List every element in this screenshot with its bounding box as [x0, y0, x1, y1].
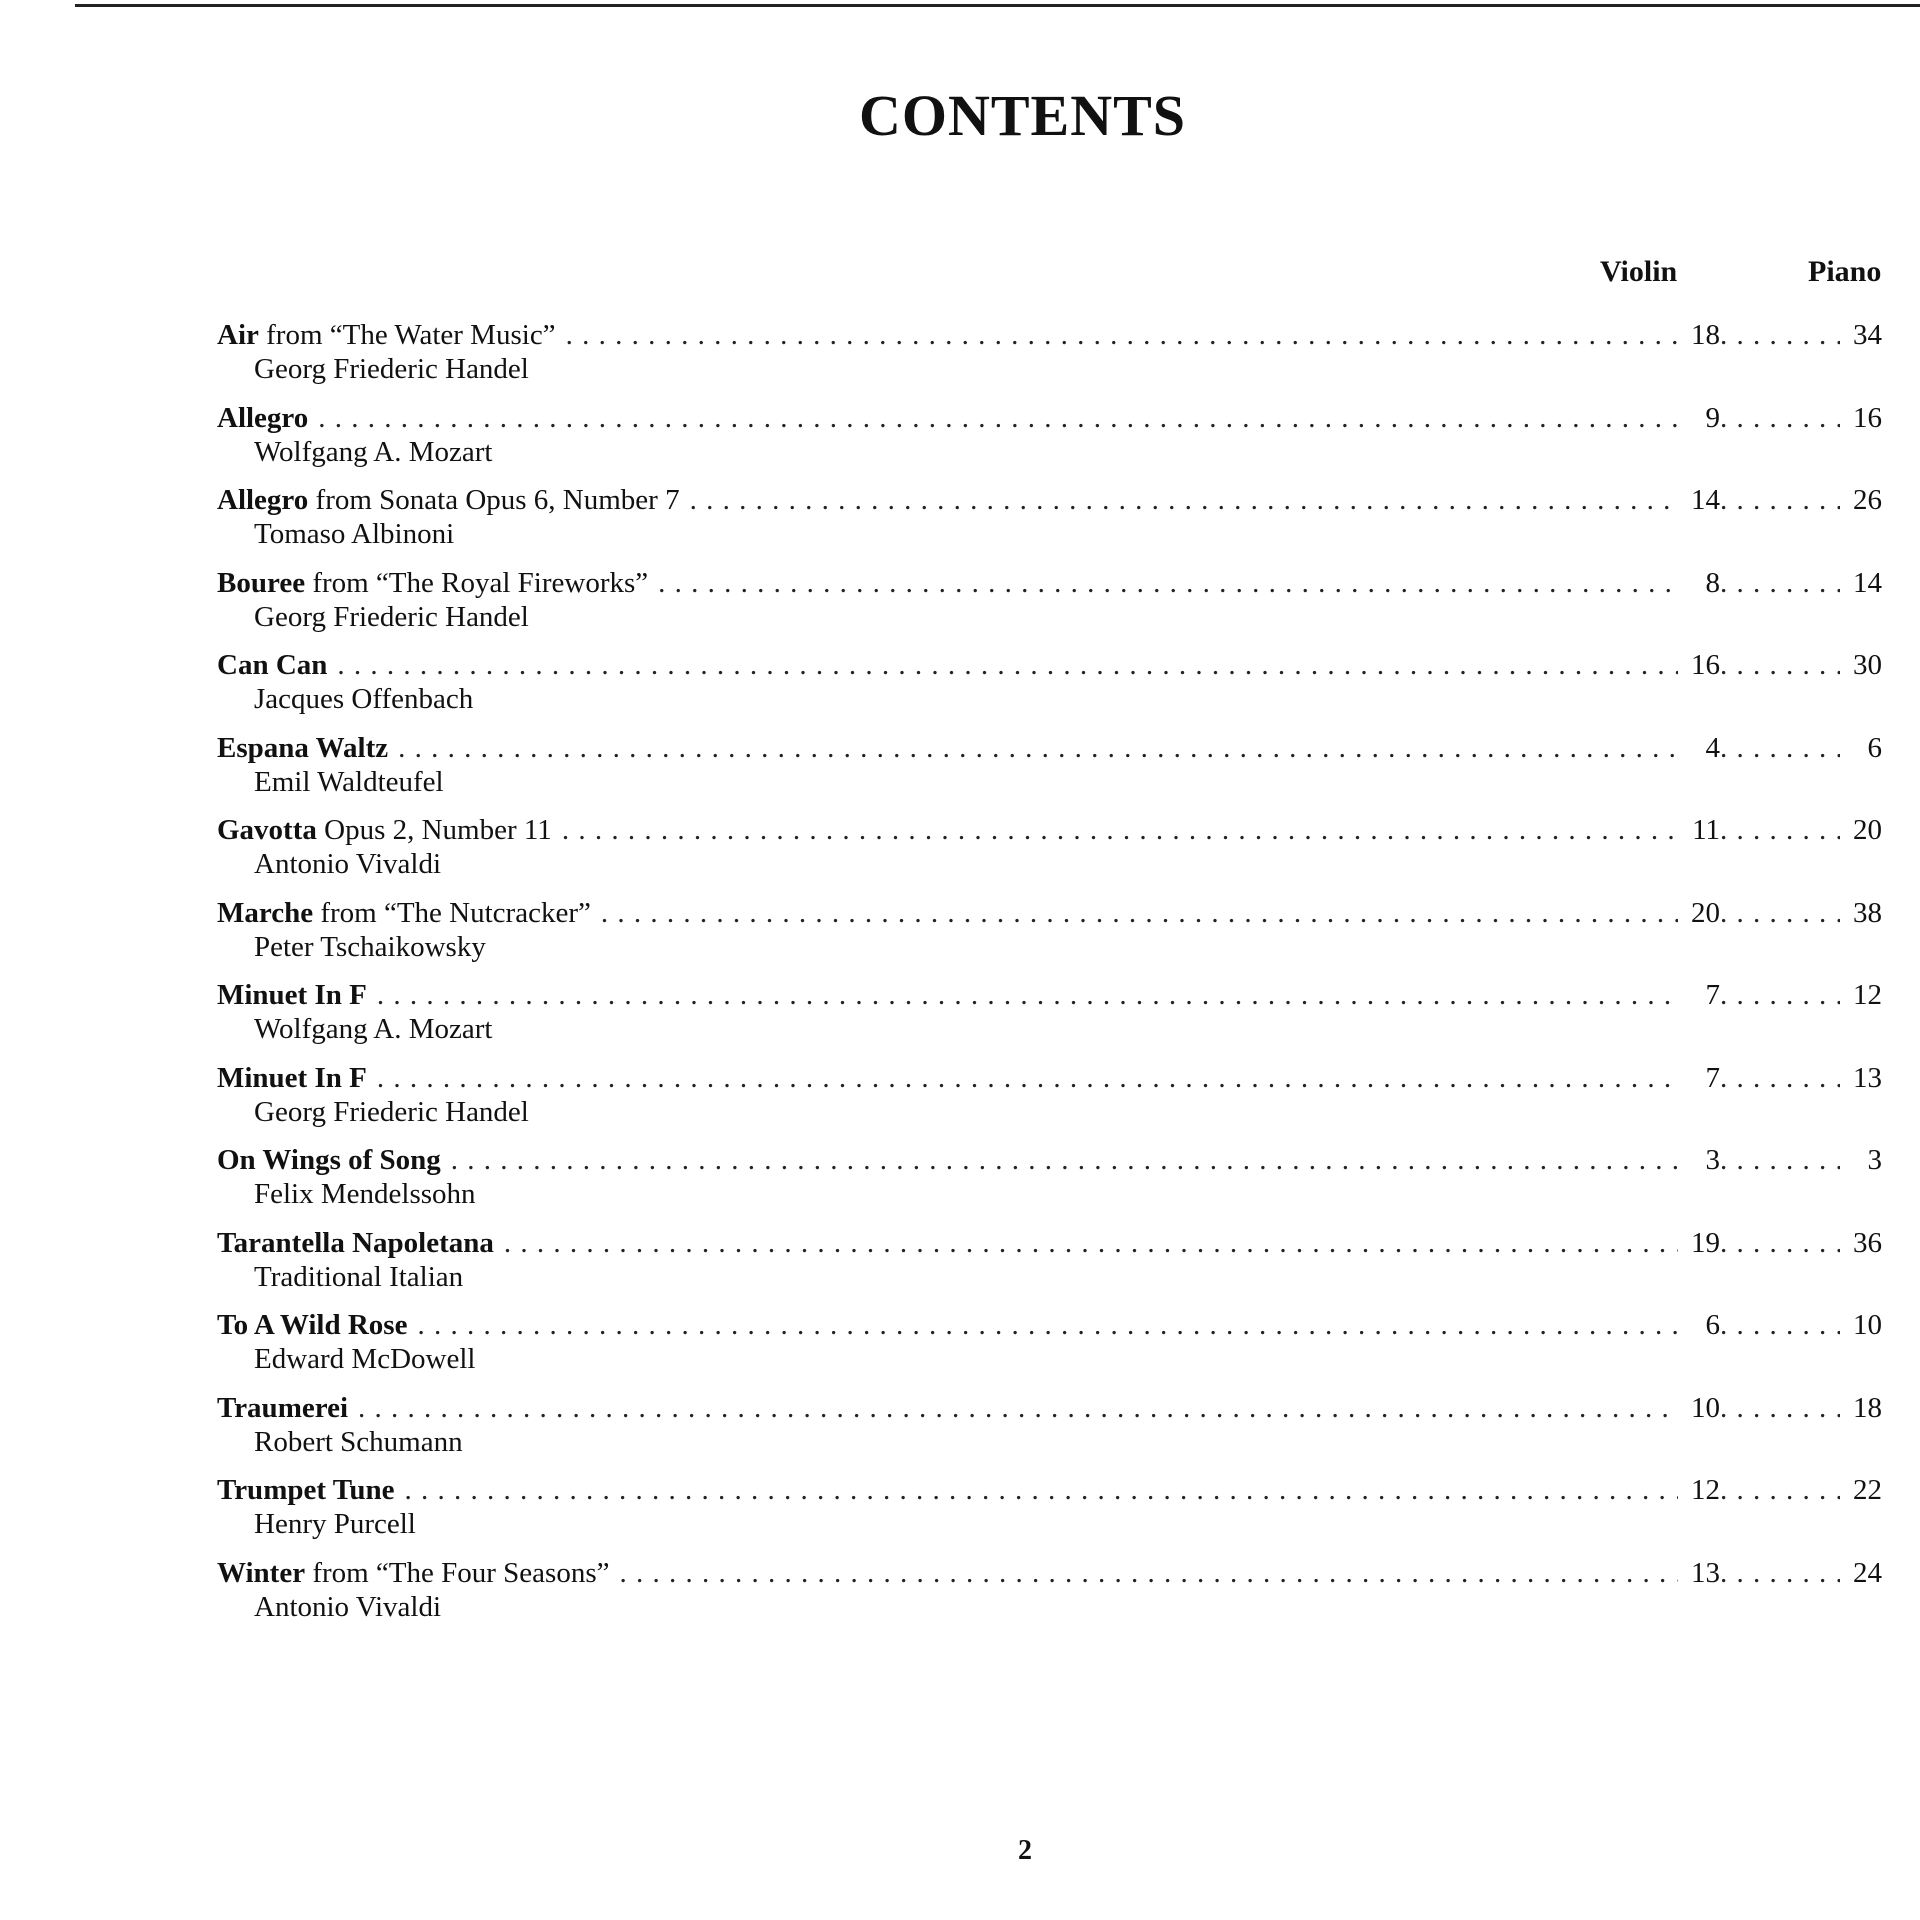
toc-entry-line — [217, 648, 1882, 682]
toc-entry[interactable] — [217, 896, 1882, 979]
entry-composer: Peter Tschaikowsky — [254, 930, 486, 963]
dot-leader — [318, 401, 1678, 435]
violin-page-number: 7 — [1705, 979, 1720, 1011]
violin-page-number: 11 — [1692, 814, 1720, 846]
entry-title-bold: Gavotta — [217, 814, 317, 846]
violin-page-number: 7 — [1705, 1061, 1720, 1094]
toc-entry[interactable] — [217, 1391, 1882, 1474]
dot-leader-short — [1720, 566, 1840, 600]
dot-leader — [562, 813, 1678, 847]
entry-title-bold: Bouree — [217, 566, 306, 599]
toc-entry-line — [217, 1391, 1882, 1425]
entry-title — [217, 318, 566, 352]
piano-page-number: 38 — [1853, 896, 1882, 929]
violin-page-number: 18 — [1691, 319, 1720, 351]
entry-title — [217, 1226, 504, 1260]
violin-page-number: 6 — [1705, 1309, 1720, 1341]
toc-entry-line — [217, 401, 1882, 435]
violin-page-number: 8 — [1705, 566, 1720, 599]
toc-entry-line — [217, 1556, 1882, 1590]
entry-title — [217, 1061, 377, 1095]
entry-title-bold: Marche — [217, 896, 314, 929]
entry-title-bold: Trumpet Tune — [217, 1474, 395, 1506]
entry-title-bold: Air — [217, 319, 259, 351]
piano-page-number: 3 — [1867, 1144, 1882, 1176]
dot-leader — [377, 978, 1678, 1012]
dot-leader — [620, 1556, 1679, 1590]
table-of-contents — [217, 318, 1882, 1638]
entry-title — [217, 648, 337, 682]
dot-leader — [566, 318, 1678, 352]
entry-title-bold: Espana Waltz — [217, 731, 389, 764]
entry-title-rest: from “The Four Seasons” — [305, 1556, 610, 1589]
toc-entry-line — [217, 566, 1882, 600]
entry-title — [217, 1391, 358, 1425]
entry-composer: Tomaso Albinoni — [254, 518, 455, 550]
toc-entry[interactable] — [217, 1143, 1882, 1226]
toc-entry-line — [217, 318, 1882, 352]
toc-entry[interactable] — [217, 978, 1882, 1061]
entry-composer: Edward McDowell — [254, 1343, 476, 1375]
toc-entry[interactable] — [217, 731, 1882, 814]
dot-leader — [601, 896, 1678, 930]
piano-page-number: 14 — [1853, 566, 1882, 599]
toc-entry[interactable] — [217, 1473, 1882, 1556]
entry-composer: Antonio Vivaldi — [254, 1590, 442, 1623]
entry-title-bold: On Wings of Song — [217, 1144, 441, 1176]
dot-leader-short — [1720, 978, 1840, 1012]
page-title: CONTENTS — [858, 83, 1187, 148]
dot-leader-short — [1720, 318, 1840, 352]
entry-title-rest: from “The Royal Fireworks” — [305, 566, 649, 599]
toc-entry[interactable] — [217, 1226, 1882, 1309]
dot-leader-short — [1720, 1556, 1840, 1590]
dot-leader-short — [1720, 1391, 1840, 1425]
entry-title-rest: from “The Nutcracker” — [313, 896, 591, 929]
toc-entry-line — [217, 1226, 1882, 1260]
entry-composer: Robert Schumann — [254, 1425, 463, 1458]
entry-composer: Antonio Vivaldi — [254, 848, 442, 880]
piano-page-number: 13 — [1853, 1061, 1882, 1094]
dot-leader — [658, 566, 1678, 600]
violin-page-number: 14 — [1691, 484, 1720, 516]
toc-entry-line — [217, 483, 1882, 517]
toc-entry-line — [217, 1473, 1882, 1507]
dot-leader-short — [1720, 401, 1840, 435]
entry-composer: Georg Friederic Handel — [254, 600, 529, 633]
dot-leader — [451, 1143, 1678, 1177]
dot-leader — [358, 1391, 1678, 1425]
piano-page-number: 10 — [1853, 1309, 1882, 1341]
dot-leader-short — [1720, 1061, 1840, 1095]
violin-page-number: 16 — [1691, 649, 1720, 681]
dot-leader — [337, 648, 1678, 682]
violin-page-number: 19 — [1691, 1226, 1720, 1259]
toc-entry[interactable] — [217, 1308, 1882, 1391]
toc-entry[interactable] — [217, 318, 1882, 401]
dot-leader — [377, 1061, 1678, 1095]
dot-leader — [690, 483, 1678, 517]
entry-composer: Felix Mendelssohn — [254, 1178, 476, 1210]
column-header-violin: Violin — [1600, 255, 1678, 288]
toc-entry[interactable] — [217, 1556, 1882, 1639]
toc-entry[interactable] — [217, 401, 1882, 484]
violin-page-number: 4 — [1705, 731, 1720, 764]
toc-entry-line — [217, 1143, 1882, 1177]
toc-entry-line — [217, 731, 1882, 765]
dot-leader-short — [1720, 1308, 1840, 1342]
entry-title-bold: Can Can — [217, 649, 328, 681]
entry-composer: Henry Purcell — [254, 1508, 416, 1540]
dot-leader-short — [1720, 483, 1840, 517]
toc-entry[interactable] — [217, 1061, 1882, 1144]
piano-page-number: 16 — [1853, 401, 1882, 434]
entry-title-bold: Allegro — [217, 484, 309, 516]
piano-page-number: 12 — [1853, 979, 1882, 1011]
piano-page-number: 34 — [1853, 319, 1882, 351]
entry-title-bold: Allegro — [217, 401, 309, 434]
top-rule — [75, 4, 1920, 7]
piano-page-number: 24 — [1853, 1556, 1882, 1589]
toc-entry[interactable] — [217, 483, 1882, 566]
dot-leader-short — [1720, 648, 1840, 682]
dot-leader-short — [1720, 813, 1840, 847]
entry-title-rest: from “The Water Music” — [258, 319, 556, 351]
toc-entry[interactable] — [217, 648, 1882, 731]
entry-title — [217, 566, 658, 600]
violin-page-number: 20 — [1691, 896, 1720, 929]
piano-page-number: 30 — [1853, 649, 1882, 681]
entry-title — [217, 483, 690, 517]
entry-composer: Jacques Offenbach — [254, 683, 474, 715]
entry-title-bold: Minuet In F — [217, 1061, 367, 1094]
entry-title-rest: Opus 2, Number 11 — [316, 814, 552, 846]
entry-title — [217, 1473, 405, 1507]
entry-title-bold: Winter — [217, 1556, 306, 1589]
toc-entry-line — [217, 1308, 1882, 1342]
entry-composer: Wolfgang A. Mozart — [254, 435, 493, 468]
entry-title-rest: from Sonata Opus 6, Number 7 — [308, 484, 680, 516]
piano-page-number: 20 — [1853, 814, 1882, 846]
entry-title — [217, 896, 601, 930]
toc-entry-line — [217, 813, 1882, 847]
piano-page-number: 18 — [1853, 1391, 1882, 1424]
piano-page-number: 26 — [1853, 484, 1882, 516]
dot-leader-short — [1720, 731, 1840, 765]
entry-title-bold: Tarantella Napoletana — [217, 1226, 494, 1259]
piano-page-number: 6 — [1867, 731, 1882, 764]
entry-composer: Emil Waldteufel — [254, 765, 444, 798]
entry-title — [217, 978, 377, 1012]
entry-title — [217, 401, 318, 435]
dot-leader — [398, 731, 1678, 765]
violin-page-number: 13 — [1691, 1556, 1720, 1589]
toc-entry[interactable] — [217, 566, 1882, 649]
toc-entry-line — [217, 896, 1882, 930]
entry-composer: Wolfgang A. Mozart — [254, 1013, 493, 1045]
entry-composer: Georg Friederic Handel — [254, 353, 529, 385]
violin-page-number: 12 — [1691, 1474, 1720, 1506]
toc-entry-line — [217, 1061, 1882, 1095]
entry-title — [217, 1143, 451, 1177]
dot-leader-short — [1720, 1143, 1840, 1177]
violin-page-number: 9 — [1705, 401, 1720, 434]
violin-page-number: 3 — [1705, 1144, 1720, 1176]
piano-page-number: 36 — [1853, 1226, 1882, 1259]
entry-composer: Georg Friederic Handel — [254, 1095, 529, 1128]
dot-leader-short — [1720, 1473, 1840, 1507]
dot-leader-short — [1720, 1226, 1840, 1260]
entry-title-bold: Minuet In F — [217, 979, 367, 1011]
entry-composer: Traditional Italian — [254, 1260, 464, 1293]
entry-title-bold: Traumerei — [217, 1391, 348, 1424]
column-header-piano: Piano — [1808, 255, 1882, 288]
toc-entry-line — [217, 978, 1882, 1012]
violin-page-number: 10 — [1691, 1391, 1720, 1424]
piano-page-number: 22 — [1853, 1474, 1882, 1506]
dot-leader — [504, 1226, 1678, 1260]
entry-title — [217, 1308, 417, 1342]
entry-title — [217, 813, 562, 847]
entry-title-bold: To A Wild Rose — [217, 1309, 408, 1341]
toc-entry[interactable] — [217, 813, 1882, 896]
entry-title — [217, 731, 398, 765]
entry-title — [217, 1556, 620, 1590]
dot-leader — [405, 1473, 1678, 1507]
dot-leader — [417, 1308, 1678, 1342]
dot-leader-short — [1720, 896, 1840, 930]
page-number: 2 — [1018, 1835, 1032, 1866]
